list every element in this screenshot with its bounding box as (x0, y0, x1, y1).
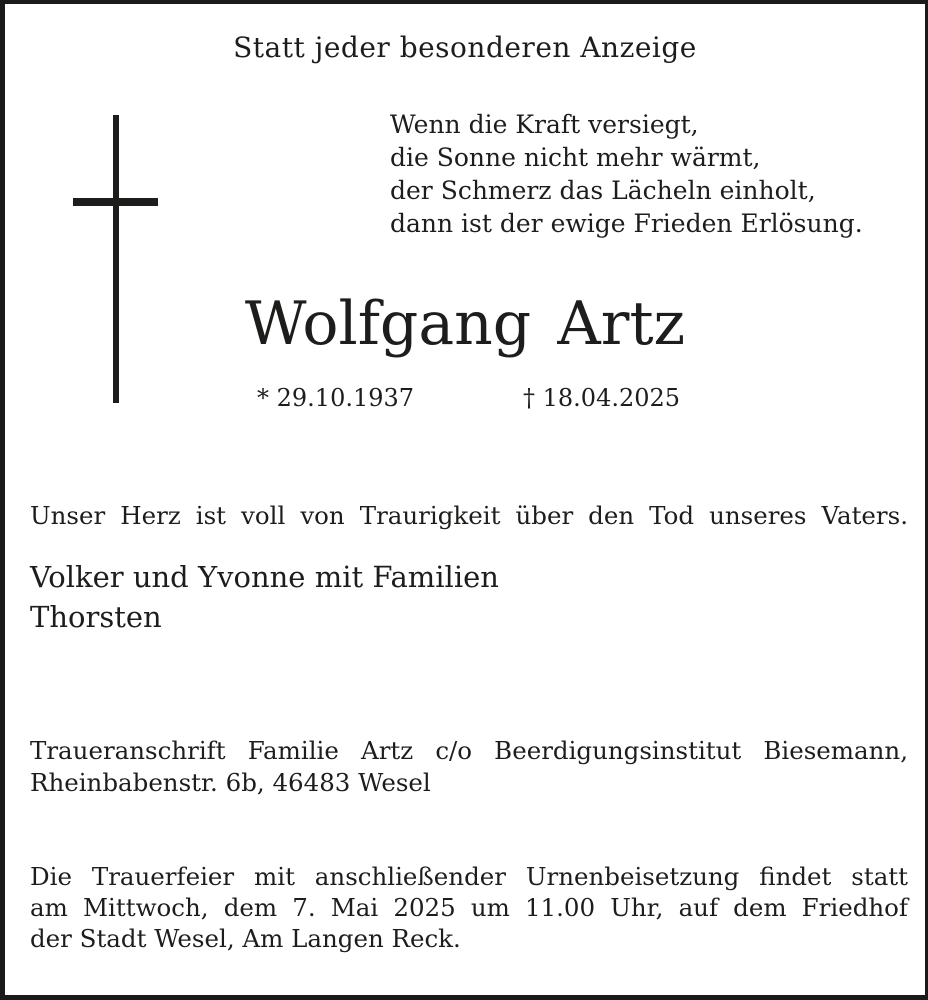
ceremony-line: Die Trauerfeier mit anschließender Urnenbeisetzung findet statt (30, 862, 908, 891)
ceremony-line: am Mittwoch, dem 7. Mai 2025 um 11.00 Uhr, auf dem Friedhof (30, 893, 908, 922)
poem-line: dann ist der ewige Frieden Erlösung. (390, 209, 863, 238)
mourner-line: Thorsten (30, 600, 162, 634)
poem-line: die Sonne nicht mehr wärmt, (390, 143, 761, 172)
ceremony-line: der Stadt Wesel, Am Langen Reck. (30, 924, 461, 953)
deceased-name: Wolfgang Artz (244, 289, 686, 359)
ceremony-details (30, 861, 908, 954)
header-line: Statt jeder besonderen Anzeige (233, 31, 697, 64)
condolence-line: Unser Herz ist voll von Traurigkeit über den Tod unseres Vaters. (30, 501, 908, 530)
cross-icon-horizontal-bar (73, 198, 158, 206)
poem-line: Wenn die Kraft versiegt, (390, 110, 699, 139)
condolence-address (30, 735, 908, 799)
death-date: † 18.04.2025 (523, 384, 681, 412)
poem-line: der Schmerz das Lächeln einholt, (390, 176, 816, 205)
mourners-list (30, 557, 499, 637)
birth-date: * 29.10.1937 (257, 384, 415, 412)
memorial-poem (390, 108, 863, 240)
cross-icon-vertical-bar (113, 115, 119, 403)
address-line: Traueranschrift Familie Artz c/o Beerdigungsinstitut Biesemann, (30, 736, 908, 765)
mourner-line: Volker und Yvonne mit Familien (30, 560, 499, 594)
address-line: Rheinbabenstr. 6b, 46483 Wesel (30, 768, 431, 797)
